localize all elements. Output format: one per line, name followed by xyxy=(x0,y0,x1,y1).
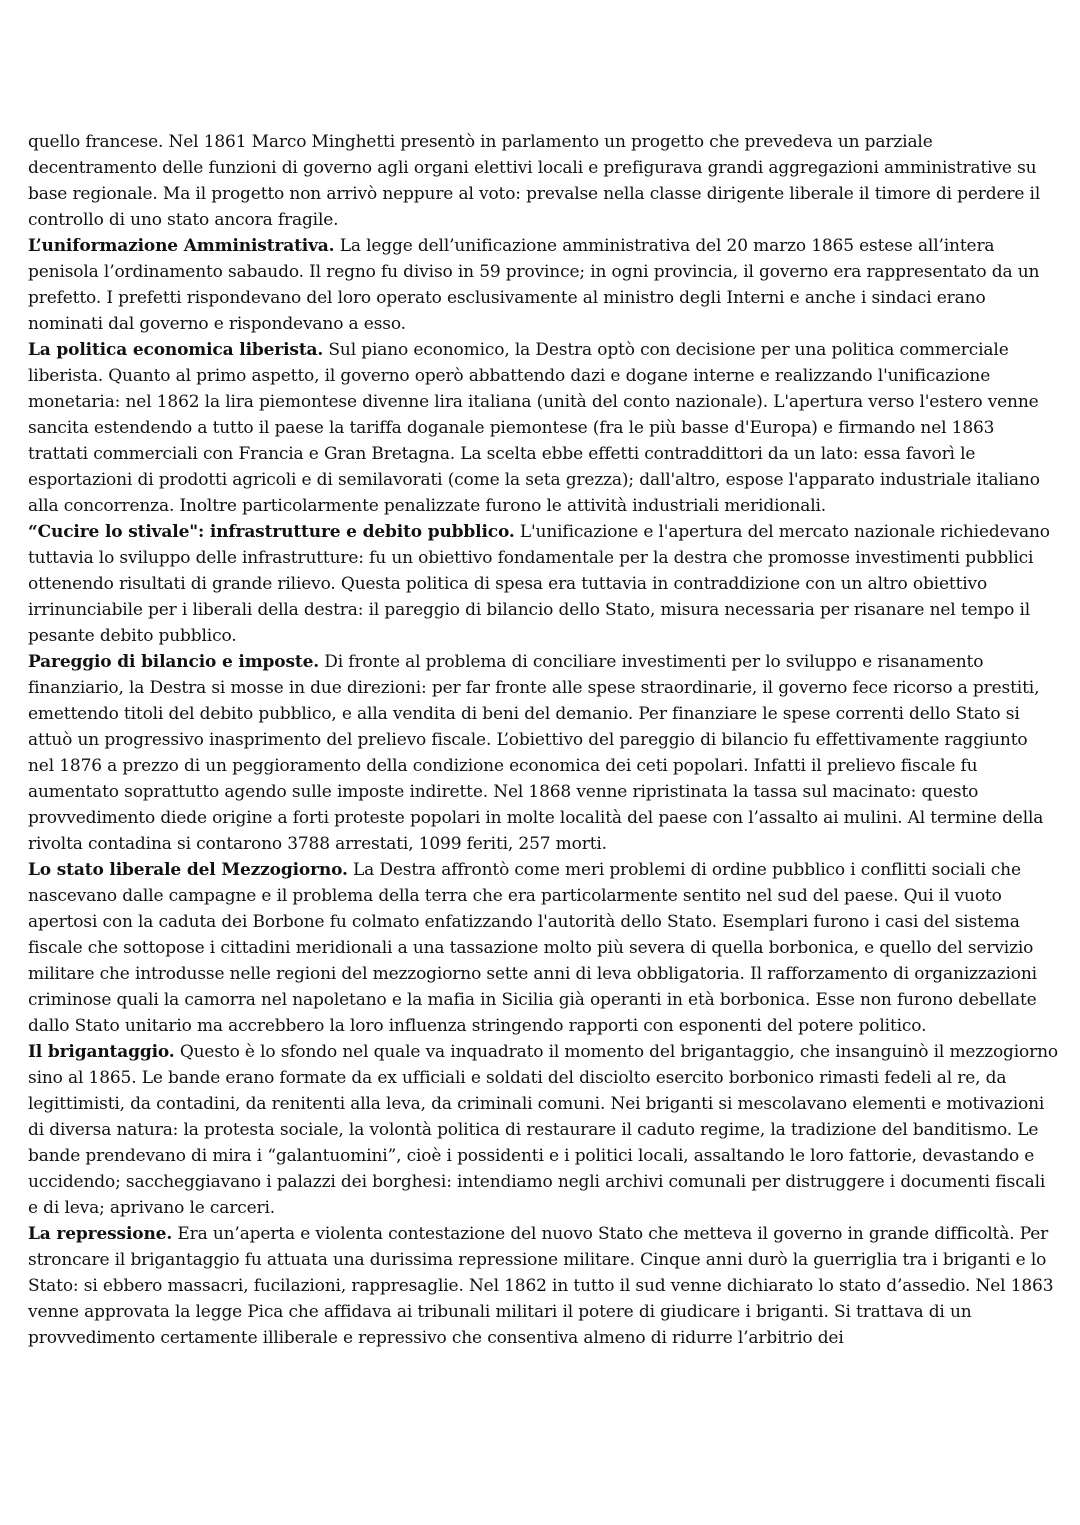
section-text: L'unificazione e l'apertura del mercato nazionale richiedevano tuttavia lo sviluppo delle infrastrutture: fu un obiettivo fondamentale per la destra che promosse investimenti pubblici ottenendo risultati di grande rilievo. Questa politica di spesa era tuttavia in contraddizione con un altro obiettivo irrinunciabile per i liberali della destra: il pareggio di bilancio dello Stato, misura necessaria per risanare nel tempo il pesante debito pubblico. xyxy=(28,522,1050,646)
section-brigantaggio xyxy=(28,1039,1058,1221)
section-mezzogiorno xyxy=(28,857,1058,1039)
section-text: Di fronte al problema di conciliare investimenti per lo sviluppo e risanamento finanziario, la Destra si mosse in due direzioni: per far fronte alle spese straordinarie, il governo fece ricorso a prestiti, emettendo titoli del debito pubblico, e alla vendita di beni del demanio. Per finanziare le spese correnti dello Stato si attuò un progressivo inasprimento del prelievo fiscale. L’obiettivo del pareggio di bilancio fu effettivamente raggiunto nel 1876 a prezzo di un peggioramento della condizione economica dei ceti popolari. Infatti il prelievo fiscale fu aumentato soprattutto agendo sulle imposte indirette. Nel 1868 venne ripristinata la tassa sul macinato: questo provvedimento diede origine a forti proteste popolari in molte località del paese con l’assalto ai mulini. Al termine della rivolta contadina si contarono 3788 arrestati, 1099 feriti, 257 morti. xyxy=(28,652,1044,854)
section-uniformazione xyxy=(28,233,1058,337)
section-repressione xyxy=(28,1221,1058,1351)
section-text: La legge dell’unificazione amministrativa del 20 marzo 1865 estese all’intera penisola l’ordinamento sabaudo. Il regno fu diviso in 59 province; in ogni provincia, il governo era rappresentato da un prefetto. I prefetti rispondevano del loro operato esclusivamente al ministro degli Interni e anche i sindaci erano nominati dal governo e rispondevano a esso. xyxy=(28,236,1040,334)
section-pareggio-bilancio xyxy=(28,649,1058,857)
section-cucire-lo-stivale xyxy=(28,519,1058,649)
intro-paragraph: quello francese. Nel 1861 Marco Minghetti presentò in parlamento un progetto che prevedeva un parziale decentramento delle funzioni di governo agli organi elettivi locali e prefigurava grandi aggregazioni amministrative su base regionale. Ma il progetto non arrivò neppure al voto: prevalse nella classe dirigente liberale il timore di perdere il controllo di uno stato ancora fragile. xyxy=(28,132,1041,230)
section-heading: “Cucire lo stivale": infrastrutture e debito pubblico. xyxy=(28,522,515,542)
section-heading: L’uniformazione Amministrativa. xyxy=(28,236,335,256)
section-text: Questo è lo sfondo nel quale va inquadrato il momento del brigantaggio, che insanguinò il mezzogiorno sino al 1865. Le bande erano formate da ex ufficiali e soldati del disciolto esercito borbonico rimasti fedeli al re, da legittimisti, da contadini, da renitenti alla leva, da criminali comuni. Nei briganti si mescolavano elementi e motivazioni di diversa natura: la protesta sociale, la volontà politica di restaurare il caduto regime, la tradizione del banditismo. Le bande prendevano di mira i “galantuomini”, cioè i possidenti e i politici locali, assaltando le loro fattorie, devastando e uccidendo; saccheggiavano i palazzi dei borghesi: intendiamo negli archivi comunali per distruggere i documenti fiscali e di leva; aprivano le carceri. xyxy=(28,1042,1058,1218)
document-page xyxy=(28,129,1058,1351)
section-text: Sul piano economico, la Destra optò con decisione per una politica commerciale liberista. Quanto al primo aspetto, il governo operò abbattendo dazi e dogane interne e realizzando l'unificazione monetaria: nel 1862 la lira piemontese divenne lira italiana (unità del conto nazionale). L'apertura verso l'estero venne sancita estendendo a tutto il paese la tariffa doganale piemontese (fra le più basse d'Europa) e firmando nel 1863 trattati commerciali con Francia e Gran Bretagna. La scelta ebbe effetti contraddittori da un lato: essa favorì le esportazioni di prodotti agricoli e di semilavorati (come la seta grezza); dall'altro, espose l'apparato industriale italiano alla concorrenza. Inoltre particolarmente penalizzate furono le attività industriali meridionali. xyxy=(28,340,1040,516)
section-text: Era un’aperta e violenta contestazione del nuovo Stato che metteva il governo in grande difficoltà. Per stroncare il brigantaggio fu attuata una durissima repressione militare. Cinque anni durò la guerriglia tra i briganti e lo Stato: si ebbero massacri, fucilazioni, rappresaglie. Nel 1862 in tutto il sud venne dichiarato lo stato d’assedio. Nel 1863 venne approvata la legge Pica che affidava ai tribunali militari il potere di giudicare i briganti. Si trattava di un provvedimento certamente illiberale e repressivo che consentiva almeno di ridurre l’arbitrio dei xyxy=(28,1224,1054,1348)
section-heading: Pareggio di bilancio e imposte. xyxy=(28,652,320,672)
section-heading: La repressione. xyxy=(28,1224,173,1244)
section-heading: Il brigantaggio. xyxy=(28,1042,175,1062)
section-heading: La politica economica liberista. xyxy=(28,340,324,360)
section-politica-economica xyxy=(28,337,1058,519)
section-heading: Lo stato liberale del Mezzogiorno. xyxy=(28,860,348,880)
section-text: La Destra affrontò come meri problemi di ordine pubblico i conflitti sociali che nascevano dalle campagne e il problema della terra che era particolarmente sentito nel sud del paese. Qui il vuoto apertosi con la caduta dei Borbone fu colmato enfatizzando l'autorità dello Stato. Esemplari furono i casi del sistema fiscale che sottopose i cittadini meridionali a una tassazione molto più severa di quella borbonica, e quello del servizio militare che introdusse nelle regioni del mezzogiorno sette anni di leva obbligatoria. Il rafforzamento di organizzazioni criminose quali la camorra nel napoletano e la mafia in Sicilia già operanti in età borbonica. Esse non furono debellate dallo Stato unitario ma accrebbero la loro influenza stringendo rapporti con esponenti del potere politico. xyxy=(28,860,1037,1036)
